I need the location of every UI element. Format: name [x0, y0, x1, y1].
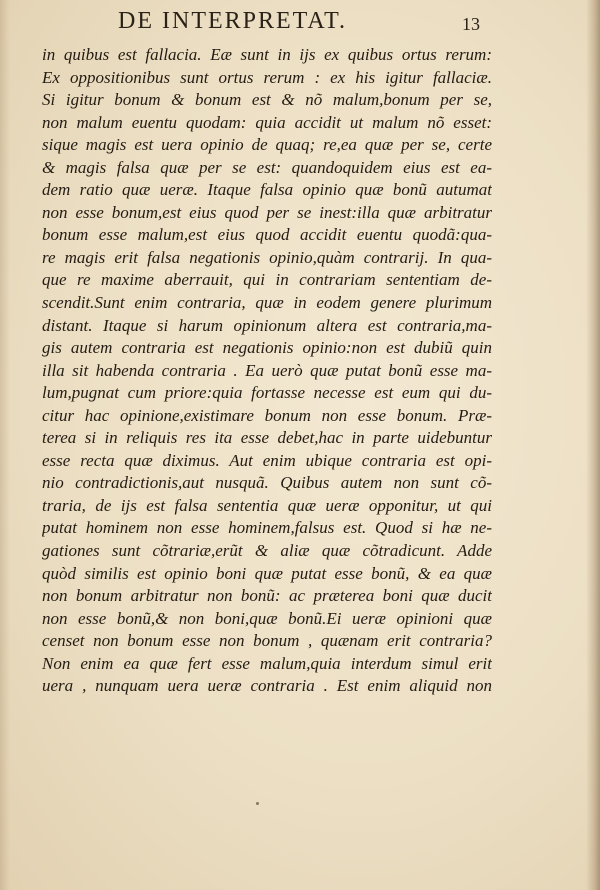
text-line: quòd similis est opinio boni quæ putat esse bonũ, & ea quæ [42, 563, 492, 583]
text-line: non malum euentu quodam: quia accidit ut malum nõ esset: [42, 112, 492, 132]
text-line: gis autem contraria est negationis opinio:non est dubiũ quin [42, 338, 492, 358]
text-line: scendit.Sunt enim contraria, quæ in eodem genere plurimum [42, 293, 492, 313]
text-line: non bonum arbitratur non bonũ: ac præterea boni quæ ducit [42, 586, 492, 606]
text-line: traria, de ijs est falsa sententia quæ ueræ opponitur, ut qui [42, 495, 492, 515]
text-line: dem ratio quæ ueræ. Itaque falsa opinio quæ bonũ autumat [42, 180, 492, 200]
text-line: censet non bonum esse non bonum , quænam erit contraria? [42, 631, 492, 651]
text-line: Si igitur bonum & bonum est & nõ malum,bonum per se, [42, 90, 492, 110]
page-number: 13 [462, 14, 480, 34]
text-line: que re maxime aberrauit, qui in contrariam sententiam de- [42, 270, 492, 290]
running-head: DE INTERPRETAT. [118, 8, 347, 34]
text-line: esse recta quæ diximus. Aut enim ubique contraria est opi- [42, 450, 492, 470]
page-gutter-shadow [0, 0, 10, 890]
text-line: bonum esse malum,est eius quod accidit euentu quodã:qua- [42, 225, 492, 245]
text-line: citur hac opinione,existimare bonum non esse bonum. Præ- [42, 405, 492, 425]
text-line: Non enim ea quæ fert esse malum,quia interdum simul erit [42, 653, 492, 673]
text-line: gationes sunt cõtrariæ,erũt & aliæ quæ cõtradicunt. Adde [42, 541, 492, 561]
page-edge-shadow [586, 0, 600, 890]
text-line: sique magis est uera opinio de quaq; re,ea quæ per se, certe [42, 135, 492, 155]
text-line: terea si in reliquis res ita esse debet,hac in parte uidebuntur [42, 428, 492, 448]
text-line: non esse bonũ,& non boni,quæ bonũ.Ei ueræ opinioni quæ [42, 608, 492, 628]
text-line: & magis falsa quæ per se est: quandoquidem eius est ea- [42, 157, 492, 177]
text-line: distant. Itaque si harum opinionum altera est contraria,ma- [42, 315, 492, 335]
text-line: nio contradictionis,aut nusquã. Quibus autem non sunt cõ- [42, 473, 492, 493]
text-line: re magis erit falsa negationis opinio,quàm contrarij. In qua- [42, 247, 492, 267]
text-line: in quibus est fallacia. Eæ sunt in ijs ex quibus ortus rerum: [42, 45, 492, 64]
text-line: uera , nunquam uera ueræ contraria . Est enim aliquid non [42, 676, 492, 696]
text-line: Ex oppositionibus sunt ortus rerum : ex his igitur fallaciæ. [42, 67, 492, 87]
text-line: non esse bonum,est eius quod per se inest:illa quæ arbitratur [42, 202, 492, 222]
text-block [42, 44, 492, 698]
text-line: illa sit habenda contraria . Ea uerò quæ putat bonũ esse ma- [42, 360, 492, 380]
text-line: putat hominem non esse hominem,falsus est. Quod si hæ ne- [42, 518, 492, 538]
ink-speck [256, 802, 259, 805]
text-line: lum,pugnat cum priore:quia fortasse necesse est eum qui du- [42, 383, 492, 403]
